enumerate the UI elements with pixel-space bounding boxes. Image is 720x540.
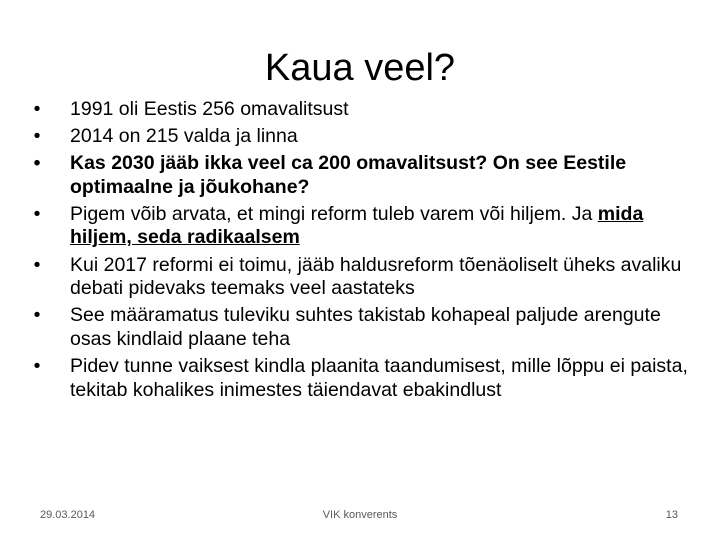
bullet-text: Kas 2030 jääb ikka veel ca 200 omavalitsust? On see Eestile optimaalne ja jõukohane? <box>70 152 627 198</box>
bullet-text: See määramatus tuleviku suhtes takistab kohapeal paljude arengute osas kindlaid plaane teha <box>70 304 661 350</box>
footer-event: VIK konverents <box>322 509 398 521</box>
bullet-item <box>30 203 698 250</box>
bullet-item <box>30 254 698 301</box>
bullet-text: 1991 oli Eestis 256 omavalitsust <box>70 98 349 120</box>
bullet-item <box>30 98 698 122</box>
bullet-icon: • <box>33 202 41 225</box>
bullet-item <box>30 355 698 402</box>
bullet-item <box>30 125 698 149</box>
bullet-list <box>30 98 698 406</box>
page-number: 13 <box>665 509 678 521</box>
bullet-icon: • <box>33 98 41 120</box>
bullet-text: Kui 2017 reformi ei toimu, jääb haldusreform tõenäoliselt üheks avaliku debati pidevaks teemaks veel aastateks <box>70 253 682 300</box>
bullet-text: 2014 on 215 valda ja linna <box>70 125 298 148</box>
bullet-item <box>30 152 698 199</box>
bullet-icon: • <box>33 304 41 327</box>
bullet-emphasis: mida hiljem, seda radikaalsem <box>70 202 644 249</box>
bullet-icon: • <box>33 152 41 175</box>
bullet-icon: • <box>33 354 41 377</box>
bullet-icon: • <box>33 253 41 276</box>
bullet-icon: • <box>33 125 41 148</box>
slide-title: Kaua veel? <box>264 47 456 89</box>
footer-date: 29.03.2014 <box>40 509 96 521</box>
bullet-text: Pigem võib arvata, et mingi reform tuleb varem või hiljem. Ja <box>70 202 598 225</box>
bullet-item <box>30 304 698 351</box>
bullet-text: Pidev tunne vaiksest kindla plaanita taandumisest, mille lõppu ei paista, tekitab kohalikes inimestes täiendavat ebakindlust <box>70 354 688 401</box>
